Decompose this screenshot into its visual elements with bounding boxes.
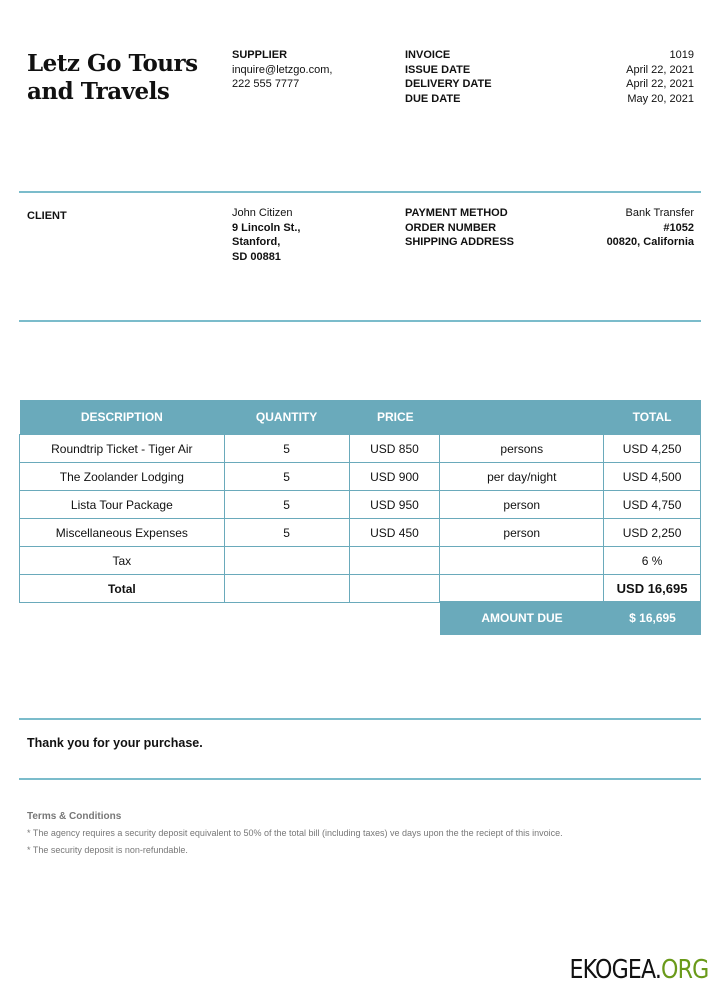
- order-info: [405, 206, 694, 250]
- table-cell: USD 16,695: [604, 575, 701, 603]
- supplier-email: inquire@letzgo.com,: [232, 63, 333, 76]
- table-row: [20, 463, 701, 491]
- info-value: April 22, 2021: [626, 78, 694, 90]
- info-value: May 20, 2021: [627, 92, 694, 105]
- watermark-text: EKOGEA.: [569, 955, 661, 985]
- table-cell: person: [440, 491, 604, 519]
- terms-item: * The agency requires a security deposit equivalent to 50% of the total bill (including taxes) ve days upon the the reciept of this invoice.: [27, 828, 563, 838]
- supplier-block: [232, 48, 332, 92]
- info-value: April 22, 2021: [626, 63, 694, 76]
- divider: [19, 778, 701, 780]
- table-cell: USD 950: [349, 491, 440, 519]
- table-row: [20, 435, 701, 463]
- divider: [19, 718, 701, 720]
- info-label: INVOICE: [405, 49, 451, 61]
- table-cell: person: [440, 519, 604, 547]
- order-number-row: [405, 221, 694, 236]
- amount-due-bar: [440, 601, 701, 635]
- table-cell: [440, 547, 604, 575]
- watermark-suffix: ORG: [660, 955, 708, 985]
- client-address: [232, 206, 300, 264]
- table-cell: [224, 575, 349, 603]
- delivery-date-row: [405, 77, 694, 92]
- info-label: ISSUE DATE: [405, 63, 471, 76]
- info-value: 00820, California: [606, 236, 694, 248]
- supplier-label: SUPPLIER: [232, 49, 288, 61]
- table-cell: Lista Tour Package: [20, 491, 225, 519]
- company-name-line2: and Travels: [27, 78, 170, 105]
- info-value: #1052: [663, 221, 694, 234]
- col-description: DESCRIPTION: [20, 400, 225, 435]
- amount-due-value: $ 16,695: [629, 611, 676, 625]
- invoice-info: [405, 48, 694, 106]
- col-unit: [440, 400, 604, 435]
- thank-you-message: Thank you for your purchase.: [27, 736, 203, 750]
- table-cell: 6 %: [604, 547, 701, 575]
- table-cell: Tax: [20, 547, 225, 575]
- info-label: ORDER NUMBER: [405, 221, 497, 234]
- col-price: PRICE: [349, 400, 440, 435]
- table-cell: USD 2,250: [604, 519, 701, 547]
- client-street: 9 Lincoln St.,: [232, 221, 301, 234]
- table-cell: [440, 575, 604, 603]
- table-row: [20, 547, 701, 575]
- company-name: [27, 50, 198, 106]
- watermark-logo: [569, 955, 708, 985]
- table-row: [20, 519, 701, 547]
- amount-due-label: AMOUNT DUE: [481, 611, 563, 625]
- table-cell: 5: [224, 491, 349, 519]
- table-cell: [349, 575, 440, 603]
- table-cell: The Zoolander Lodging: [20, 463, 225, 491]
- table-cell: 5: [224, 463, 349, 491]
- table-cell: USD 450: [349, 519, 440, 547]
- line-items-table: [19, 400, 701, 603]
- table-cell: Miscellaneous Expenses: [20, 519, 225, 547]
- invoice-number-row: [405, 48, 694, 63]
- client-label: CLIENT: [27, 210, 67, 222]
- table-row: [20, 491, 701, 519]
- table-cell: USD 900: [349, 463, 440, 491]
- info-value: Bank Transfer: [625, 207, 694, 219]
- table-row: [20, 575, 701, 603]
- due-date-row: [405, 92, 694, 107]
- terms-block: [27, 810, 587, 857]
- client-city: Stanford,: [232, 236, 281, 248]
- table-cell: 5: [224, 435, 349, 463]
- info-label: SHIPPING ADDRESS: [405, 236, 515, 248]
- payment-method-row: [405, 206, 694, 221]
- table-cell: USD 4,750: [604, 491, 701, 519]
- info-value: 1019: [669, 49, 694, 61]
- table-cell: per day/night: [440, 463, 604, 491]
- table-cell: 5: [224, 519, 349, 547]
- supplier-phone: 222 555 7777: [232, 78, 300, 90]
- table-cell: USD 4,250: [604, 435, 701, 463]
- divider: [19, 320, 701, 322]
- table-cell: USD 4,500: [604, 463, 701, 491]
- terms-title: Terms & Conditions: [27, 811, 122, 822]
- info-label: DELIVERY DATE: [405, 78, 492, 90]
- table-cell: [349, 547, 440, 575]
- table-cell: USD 850: [349, 435, 440, 463]
- divider: [19, 191, 701, 193]
- terms-item: * The security deposit is non-refundable.: [27, 845, 188, 855]
- issue-date-row: [405, 63, 694, 78]
- table-header: [20, 400, 701, 435]
- table-cell: Roundtrip Ticket - Tiger Air: [20, 435, 225, 463]
- shipping-address-row: [405, 235, 694, 250]
- col-quantity: QUANTITY: [224, 400, 349, 435]
- table-cell: [224, 547, 349, 575]
- info-label: PAYMENT METHOD: [405, 207, 508, 219]
- table-cell: Total: [20, 575, 225, 603]
- company-name-line1: Letz Go Tours: [27, 50, 198, 77]
- client-zip: SD 00881: [232, 250, 281, 263]
- info-label: DUE DATE: [405, 92, 461, 105]
- table-cell: persons: [440, 435, 604, 463]
- col-total: TOTAL: [604, 400, 701, 435]
- client-name: John Citizen: [232, 207, 293, 219]
